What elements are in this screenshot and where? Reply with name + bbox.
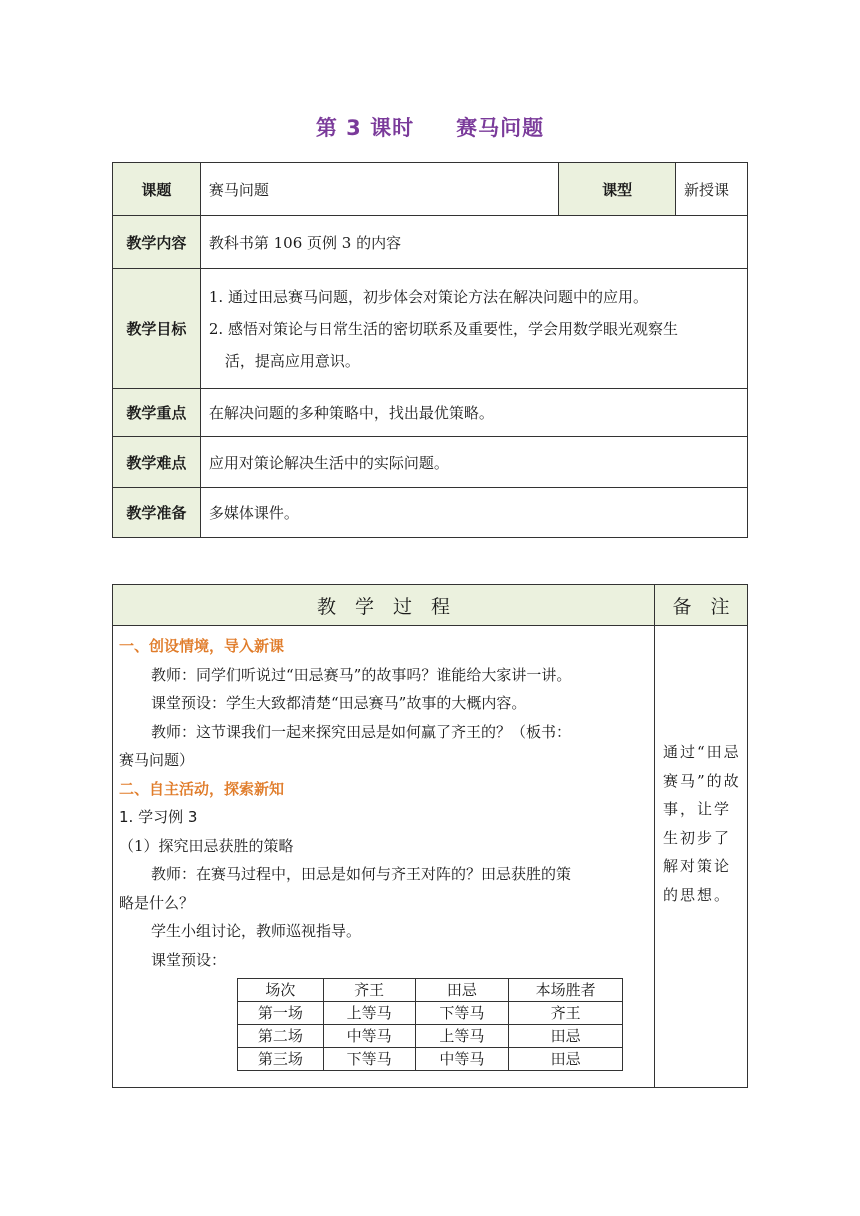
race-cell: 中等马: [323, 1025, 415, 1048]
difficulty-label: 教学难点: [113, 437, 201, 488]
process-header: 教 学 过 程: [113, 585, 655, 626]
content-label: 教学内容: [113, 216, 201, 269]
prep-value: 多媒体课件。: [200, 488, 747, 538]
paragraph-continued: 赛马问题）: [119, 751, 195, 769]
race-cell: 上等马: [323, 1002, 415, 1025]
race-cell: 中等马: [415, 1048, 509, 1071]
notes-header: 备 注: [655, 585, 748, 626]
lesson-number: 第 3 课时: [315, 116, 415, 140]
race-header-cell: 本场胜者: [509, 979, 623, 1002]
race-cell: 田忌: [509, 1025, 623, 1048]
key-label: 教学重点: [113, 389, 201, 437]
race-header-cell: 齐王: [323, 979, 415, 1002]
notes-content: [655, 626, 748, 1088]
page-title: [0, 112, 860, 142]
race-header-cell: 场次: [238, 979, 324, 1002]
content-value: 教科书第 106 页例 3 的内容: [200, 216, 747, 269]
paragraph: 教师：在赛马过程中，田忌是如何与齐王对阵的？田忌获胜的策: [151, 865, 572, 883]
lesson-name: 赛马问题: [456, 116, 545, 140]
race-table-row: [238, 1025, 623, 1048]
race-cell: 下等马: [415, 1002, 509, 1025]
race-cell: 下等马: [323, 1048, 415, 1071]
subsection-item: （1）探究田忌获胜的策略: [119, 836, 294, 855]
race-cell: 齐王: [509, 1002, 623, 1025]
paragraph: 教师：同学们听说过“田忌赛马”的故事吗？谁能给大家讲一讲。: [151, 665, 572, 684]
race-cell: 田忌: [509, 1048, 623, 1071]
paragraph: 课堂预设：: [151, 950, 227, 969]
race-cell: 第三场: [238, 1048, 324, 1071]
goal-label: 教学目标: [113, 269, 201, 389]
goal-line: 活，提高应用意识。: [224, 351, 360, 370]
race-table-row: [238, 1048, 623, 1071]
race-table: [237, 978, 623, 1071]
topic-value: 赛马问题: [200, 163, 558, 216]
difficulty-value: 应用对策论解决生活中的实际问题。: [200, 437, 747, 488]
section-heading: 一、创设情境，导入新课: [119, 637, 285, 655]
paragraph-continued: 略是什么？: [119, 893, 195, 912]
goal-value: [200, 269, 747, 389]
goal-line: 1. 通过田忌赛马问题，初步体会对策论方法在解决问题中的应用。: [208, 287, 648, 306]
process-content: [113, 626, 655, 1088]
subsection-heading: 1. 学习例 3: [119, 808, 198, 826]
note-text: 通过“田忌赛马”的故事，让学生初步了解对策论的思想。: [663, 743, 741, 904]
race-table-row: [238, 1002, 623, 1025]
prep-label: 教学准备: [113, 488, 201, 538]
race-cell: 第一场: [238, 1002, 324, 1025]
teaching-process-table: [112, 584, 748, 1088]
race-cell: 上等马: [415, 1025, 509, 1048]
section-heading: 二、自主活动，探索新知: [119, 779, 285, 798]
race-cell: 第二场: [238, 1025, 324, 1048]
topic-label: 课题: [113, 163, 201, 216]
goal-line: 2. 感悟对策论与日常生活的密切联系及重要性，学会用数学眼光观察生: [208, 319, 678, 338]
type-value: 新授课: [676, 163, 748, 216]
race-header-cell: 田忌: [415, 979, 509, 1002]
paragraph: 学生小组讨论，教师巡视指导。: [151, 922, 362, 940]
lesson-info-table: [112, 162, 748, 538]
race-table-header-row: [238, 979, 623, 1002]
key-value: 在解决问题的多种策略中，找出最优策略。: [200, 389, 747, 437]
type-label: 课型: [559, 163, 676, 216]
paragraph: 课堂预设：学生大致都清楚“田忌赛马”故事的大概内容。: [151, 694, 527, 712]
paragraph: 教师：这节课我们一起来探究田忌是如何赢了齐王的？（板书：: [151, 722, 572, 741]
